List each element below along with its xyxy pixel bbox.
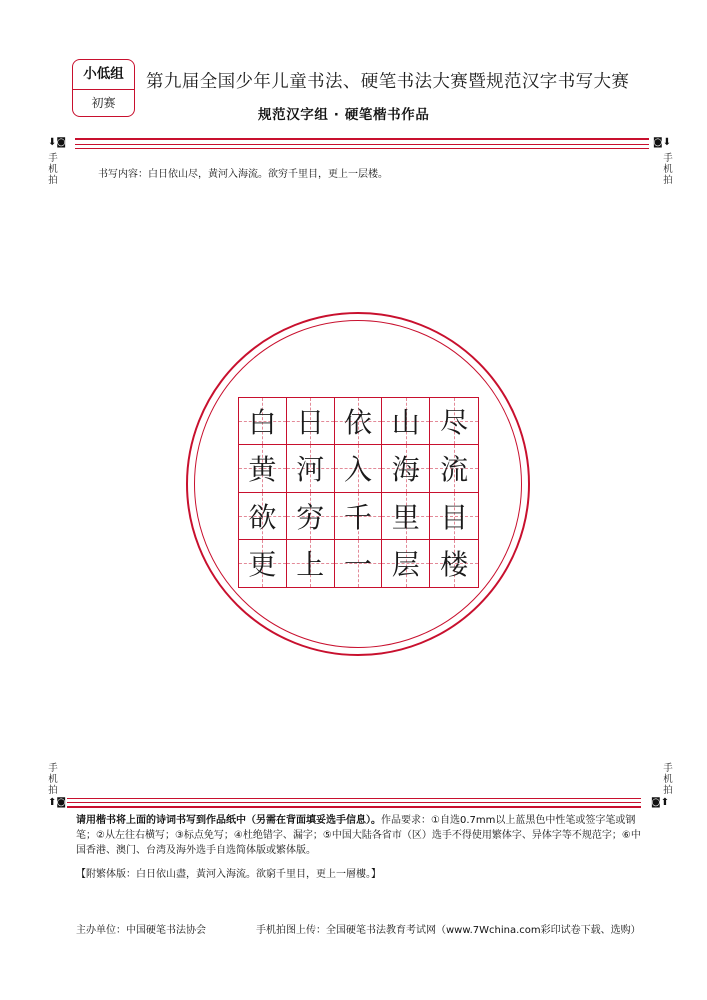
phone-shoot-label-top-right: 手机拍 xyxy=(663,153,673,186)
grid-cell: 山 xyxy=(382,398,430,445)
grid-cell: 流 xyxy=(430,445,478,492)
grid-cell: 白 xyxy=(239,398,287,445)
camera-marker-top-right-icon: ◙⬇ xyxy=(653,137,672,148)
group-badge xyxy=(72,59,135,117)
page-title: 第九届全国少年儿童书法、硬笔书法大赛暨规范汉字书写大赛 xyxy=(146,72,630,92)
grid-cell: 依 xyxy=(335,398,383,445)
upload-info-text: 手机拍图上传：全国硬笔书法教育考试网（www.7Wchina.com彩印试卷下载、选购） xyxy=(256,925,641,936)
grid-cell: 欲 xyxy=(239,493,287,540)
organizer-text: 主办单位：中国硬笔书法协会 xyxy=(76,925,206,936)
grid-cell: 上 xyxy=(287,540,335,587)
grid-cell: 日 xyxy=(287,398,335,445)
writing-content-label: 书写内容： xyxy=(98,169,148,180)
bottom-rule-thin-2 xyxy=(67,802,641,803)
grid-cell: 楼 xyxy=(430,540,478,587)
page-subtitle: 规范汉字组 · 硬笔楷书作品 xyxy=(258,107,430,123)
bottom-rule-thin xyxy=(67,798,641,799)
grid-cell: 里 xyxy=(382,493,430,540)
requirements-text xyxy=(76,813,646,858)
top-rule-thin xyxy=(75,144,649,145)
writing-content xyxy=(98,165,388,180)
group-label: 小低组 xyxy=(73,60,134,90)
stage-label: 初赛 xyxy=(91,96,116,110)
phone-shoot-label-top-left: 手机拍 xyxy=(48,153,58,186)
top-rule-thin-2 xyxy=(75,148,649,149)
camera-marker-bottom-left-icon: ⬆◙ xyxy=(48,797,67,808)
writing-content-text: 白日依山尽，黄河入海流。欲穷千里目，更上一层楼。 xyxy=(148,169,388,180)
character-grid xyxy=(238,397,479,588)
grid-cell: 入 xyxy=(335,445,383,492)
camera-marker-bottom-right-icon: ◙⬆ xyxy=(651,797,670,808)
grid-cell: 更 xyxy=(239,540,287,587)
camera-marker-top-left-icon: ⬇◙ xyxy=(48,137,67,148)
phone-shoot-label-bottom-right: 手机拍 xyxy=(663,763,673,796)
grid-cell: 一 xyxy=(335,540,383,587)
grid-cell: 黄 xyxy=(239,445,287,492)
grid-cell: 海 xyxy=(382,445,430,492)
bottom-rule-thick xyxy=(67,806,641,808)
grid-cell: 尽 xyxy=(430,398,478,445)
top-rule-thick xyxy=(75,138,649,140)
traditional-version-note: 【附繁体版：白日依山盡，黃河入海流。欲窮千里目，更上一層樓。】 xyxy=(76,869,381,880)
grid-cell: 河 xyxy=(287,445,335,492)
grid-cell: 穷 xyxy=(287,493,335,540)
grid-cell: 层 xyxy=(382,540,430,587)
grid-cell: 目 xyxy=(430,493,478,540)
phone-shoot-label-bottom-left: 手机拍 xyxy=(48,763,58,796)
requirements-lead: 请用楷书将上面的诗词书写到作品纸中（另需在背面填妥选手信息）。 xyxy=(76,815,381,826)
grid-cell: 千 xyxy=(335,493,383,540)
requirements-body: 作品要求：①自选0.7mm以上蓝黑色中性笔或签字笔或钢笔；②从左往右横写；③标点免写；④杜绝错字、漏字；⑤中国大陆各省市（区）选手不得使用繁体字、异体字等不规范字；⑥中国香港、澳门、台湾及海外选手自选简体版或繁体版。 xyxy=(76,815,641,856)
